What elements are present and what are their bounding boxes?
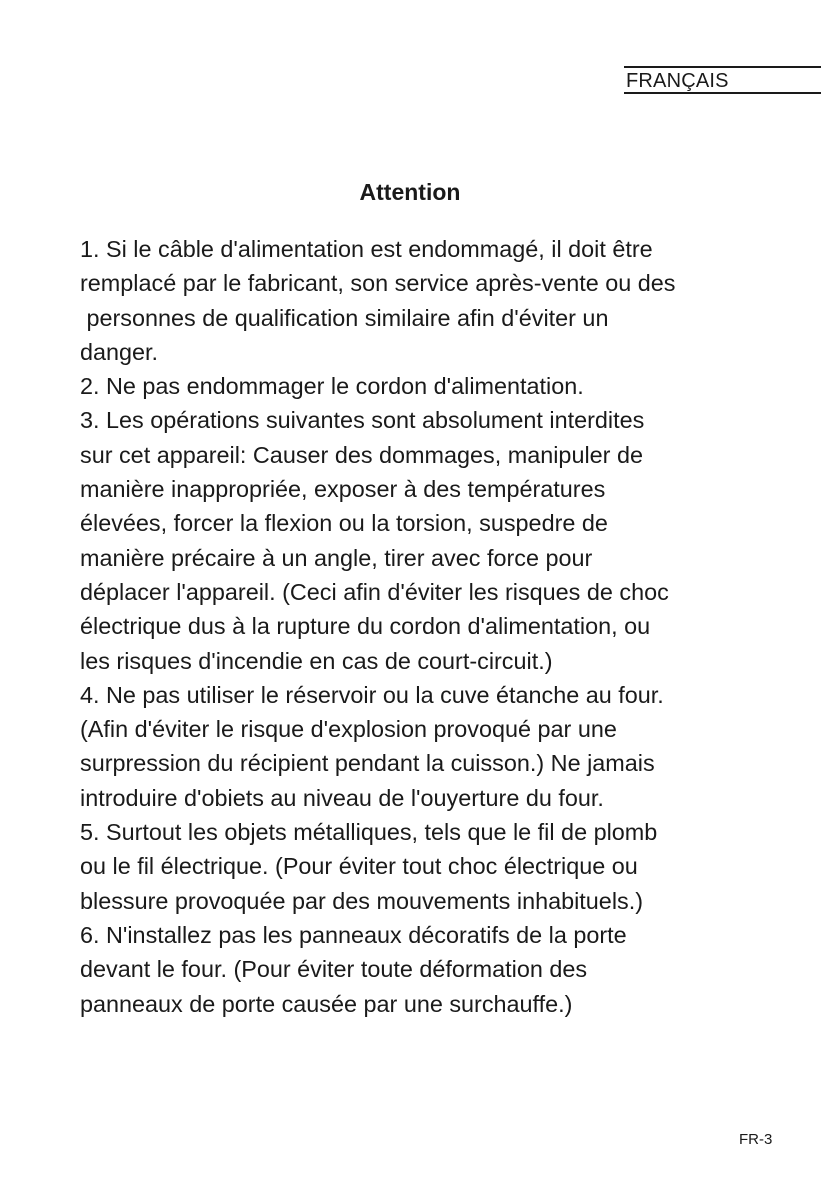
text-line: panneaux de porte causée par une surchauffe.) bbox=[80, 990, 573, 1017]
page-title bbox=[0, 177, 822, 207]
text-line: déplacer l'appareil. (Ceci afin d'éviter les risques de choc bbox=[80, 578, 669, 605]
text-line: 5. Surtout les objets métalliques, tels que le fil de plomb bbox=[80, 819, 658, 846]
text-line: surpression du récipient pendant la cuisson.) Ne jamais bbox=[80, 750, 655, 777]
text-line: blessure provoquée par des mouvements inhabituels.) bbox=[80, 887, 643, 914]
text-line: manière précaire à un angle, tirer avec force pour bbox=[80, 544, 593, 571]
text-line: (Afin d'éviter le risque d'explosion provoqué par une bbox=[80, 716, 617, 743]
text-line: les risques d'incendie en cas de court-circuit.) bbox=[80, 647, 553, 674]
text-line: 2. Ne pas endommager le cordon d'alimentation. bbox=[80, 373, 584, 400]
attention-body bbox=[80, 232, 780, 1021]
text-line: manière inappropriée, exposer à des températures bbox=[80, 476, 606, 503]
language-label: FRANÇAIS bbox=[626, 70, 729, 92]
page-number: FR-3 bbox=[739, 1131, 773, 1148]
text-line: sur cet appareil: Causer des dommages, manipuler de bbox=[80, 441, 643, 468]
text-line: élevées, forcer la flexion ou la torsion, suspedre de bbox=[80, 510, 608, 537]
text-line: électrique dus à la rupture du cordon d'alimentation, ou bbox=[80, 613, 651, 640]
text-line: introduire d'obiets au niveau de l'ouyerture du four. bbox=[80, 784, 604, 811]
text-line: 1. Si le câble d'alimentation est endommagé, il doit être bbox=[80, 236, 653, 262]
text-line: devant le four. (Pour éviter toute déformation des bbox=[80, 956, 588, 983]
language-header bbox=[624, 66, 821, 94]
text-line: personnes de qualification similaire afin d'éviter un bbox=[80, 304, 609, 331]
text-line: 3. Les opérations suivantes sont absolument interdites bbox=[80, 407, 645, 434]
text-line: remplacé par le fabricant, son service après-vente ou des bbox=[80, 270, 676, 297]
page-title-text: Attention bbox=[359, 179, 461, 205]
text-line: 6. N'installez pas les panneaux décoratifs de la porte bbox=[80, 921, 627, 948]
text-line: 4. Ne pas utiliser le réservoir ou la cuve étanche au four. bbox=[80, 681, 664, 708]
text-line: ou le fil électrique. (Pour éviter tout choc électrique ou bbox=[80, 853, 638, 880]
text-line: danger. bbox=[80, 338, 159, 365]
